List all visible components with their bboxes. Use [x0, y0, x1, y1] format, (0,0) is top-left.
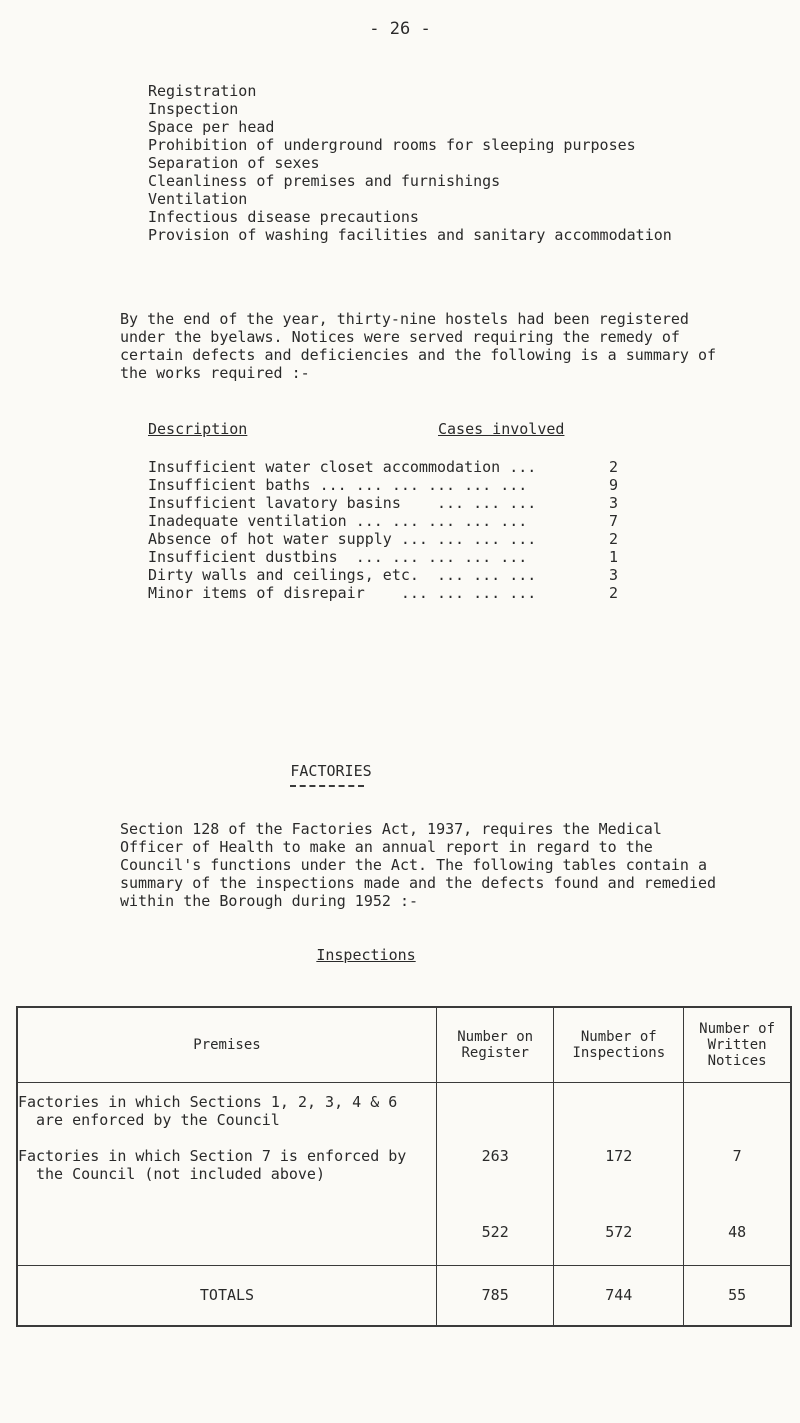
notices-value: 7	[732, 1147, 742, 1165]
list-item: Ventilation	[148, 190, 248, 208]
premises-header: Premises	[17, 1007, 436, 1083]
inspections-cell	[554, 1083, 684, 1266]
totals-row	[17, 1266, 791, 1326]
work-description: Insufficient water closet accommodation ...	[148, 458, 537, 476]
work-description: Insufficient dustbins ... ... ... ... ...	[148, 548, 528, 566]
list-item: Separation of sexes	[148, 154, 320, 172]
table-row	[148, 458, 618, 476]
work-description: Dirty walls and ceilings, etc. ... ... ...	[148, 566, 537, 584]
premises-cell	[17, 1083, 436, 1266]
cases-count: 3	[608, 494, 618, 512]
list-item: Provision of washing facilities and sanitary accommodation	[148, 226, 672, 244]
table-row	[148, 530, 618, 548]
factories-paragraph: Section 128 of the Factories Act, 1937, requires the Medical Officer of Health to make an annual report in regard to the Council's functions under the Act. The following tables contain a summary of the inspections made and the defects found and remedied within the Borough during 1952 :-	[120, 820, 717, 910]
register-cell	[436, 1083, 553, 1266]
inspections-table	[16, 1006, 792, 1327]
notices-cell	[684, 1083, 791, 1266]
table-row	[148, 548, 618, 566]
table-header-row	[17, 1007, 791, 1083]
table-row	[148, 494, 618, 512]
works-summary-list	[148, 458, 618, 602]
work-description: Insufficient lavatory basins ... ... ...	[148, 494, 537, 512]
notices-header: Number of Written Notices	[684, 1007, 791, 1083]
page-number: - 26 -	[369, 19, 431, 39]
heading-underline	[290, 785, 364, 787]
notices-value: 48	[728, 1223, 747, 1241]
list-item: Inspection	[148, 100, 239, 118]
inspections-header: Number of Inspections	[554, 1007, 684, 1083]
cases-count: 2	[608, 584, 618, 602]
list-item: Cleanliness of premises and furnishings	[148, 172, 501, 190]
description-column-header: Description	[148, 420, 248, 438]
table-row	[148, 512, 618, 530]
intro-paragraph: By the end of the year, thirty-nine hostels had been registered under the byelaws. Notices were served requiring the remedy of certain defects and deficiencies and the following is a summary of the works required :-	[120, 310, 717, 382]
work-description: Minor items of disrepair ... ... ... ...	[148, 584, 537, 602]
table-row	[148, 584, 618, 602]
table-row	[148, 476, 618, 494]
cases-count: 2	[608, 530, 618, 548]
totals-register: 785	[436, 1266, 553, 1326]
cases-count: 3	[608, 566, 618, 584]
work-description: Insufficient baths ... ... ... ... ... ...	[148, 476, 528, 494]
cases-column-header: Cases involved	[438, 420, 565, 438]
cases-count: 9	[608, 476, 618, 494]
inspections-value: 572	[605, 1223, 633, 1241]
premises-label: Factories in which Section 7 is enforced by the Council (not included above)	[18, 1147, 407, 1183]
register-value: 522	[481, 1223, 509, 1241]
list-item: Space per head	[148, 118, 275, 136]
list-item: Prohibition of underground rooms for sleeping purposes	[148, 136, 636, 154]
factories-heading: FACTORIES	[290, 762, 372, 780]
totals-inspections: 744	[554, 1266, 684, 1326]
table-row	[148, 566, 618, 584]
totals-label: TOTALS	[17, 1266, 436, 1326]
register-value: 263	[481, 1147, 509, 1165]
work-description: Absence of hot water supply ... ... ... ...	[148, 530, 537, 548]
table-row	[17, 1083, 791, 1266]
register-header: Number on Register	[436, 1007, 553, 1083]
totals-notices: 55	[684, 1266, 791, 1326]
cases-count: 1	[608, 548, 618, 566]
list-item: Infectious disease precautions	[148, 208, 419, 226]
inspections-title: Inspections	[316, 946, 416, 964]
cases-count: 2	[608, 458, 618, 476]
premises-label: Factories in which Sections 1, 2, 3, 4 & 6 are enforced by the Council	[18, 1093, 398, 1129]
byelaw-topics-list	[148, 82, 722, 244]
inspections-value: 172	[605, 1147, 633, 1165]
cases-count: 7	[608, 512, 618, 530]
list-item: Registration	[148, 82, 257, 100]
work-description: Inadequate ventilation ... ... ... ... ...	[148, 512, 528, 530]
